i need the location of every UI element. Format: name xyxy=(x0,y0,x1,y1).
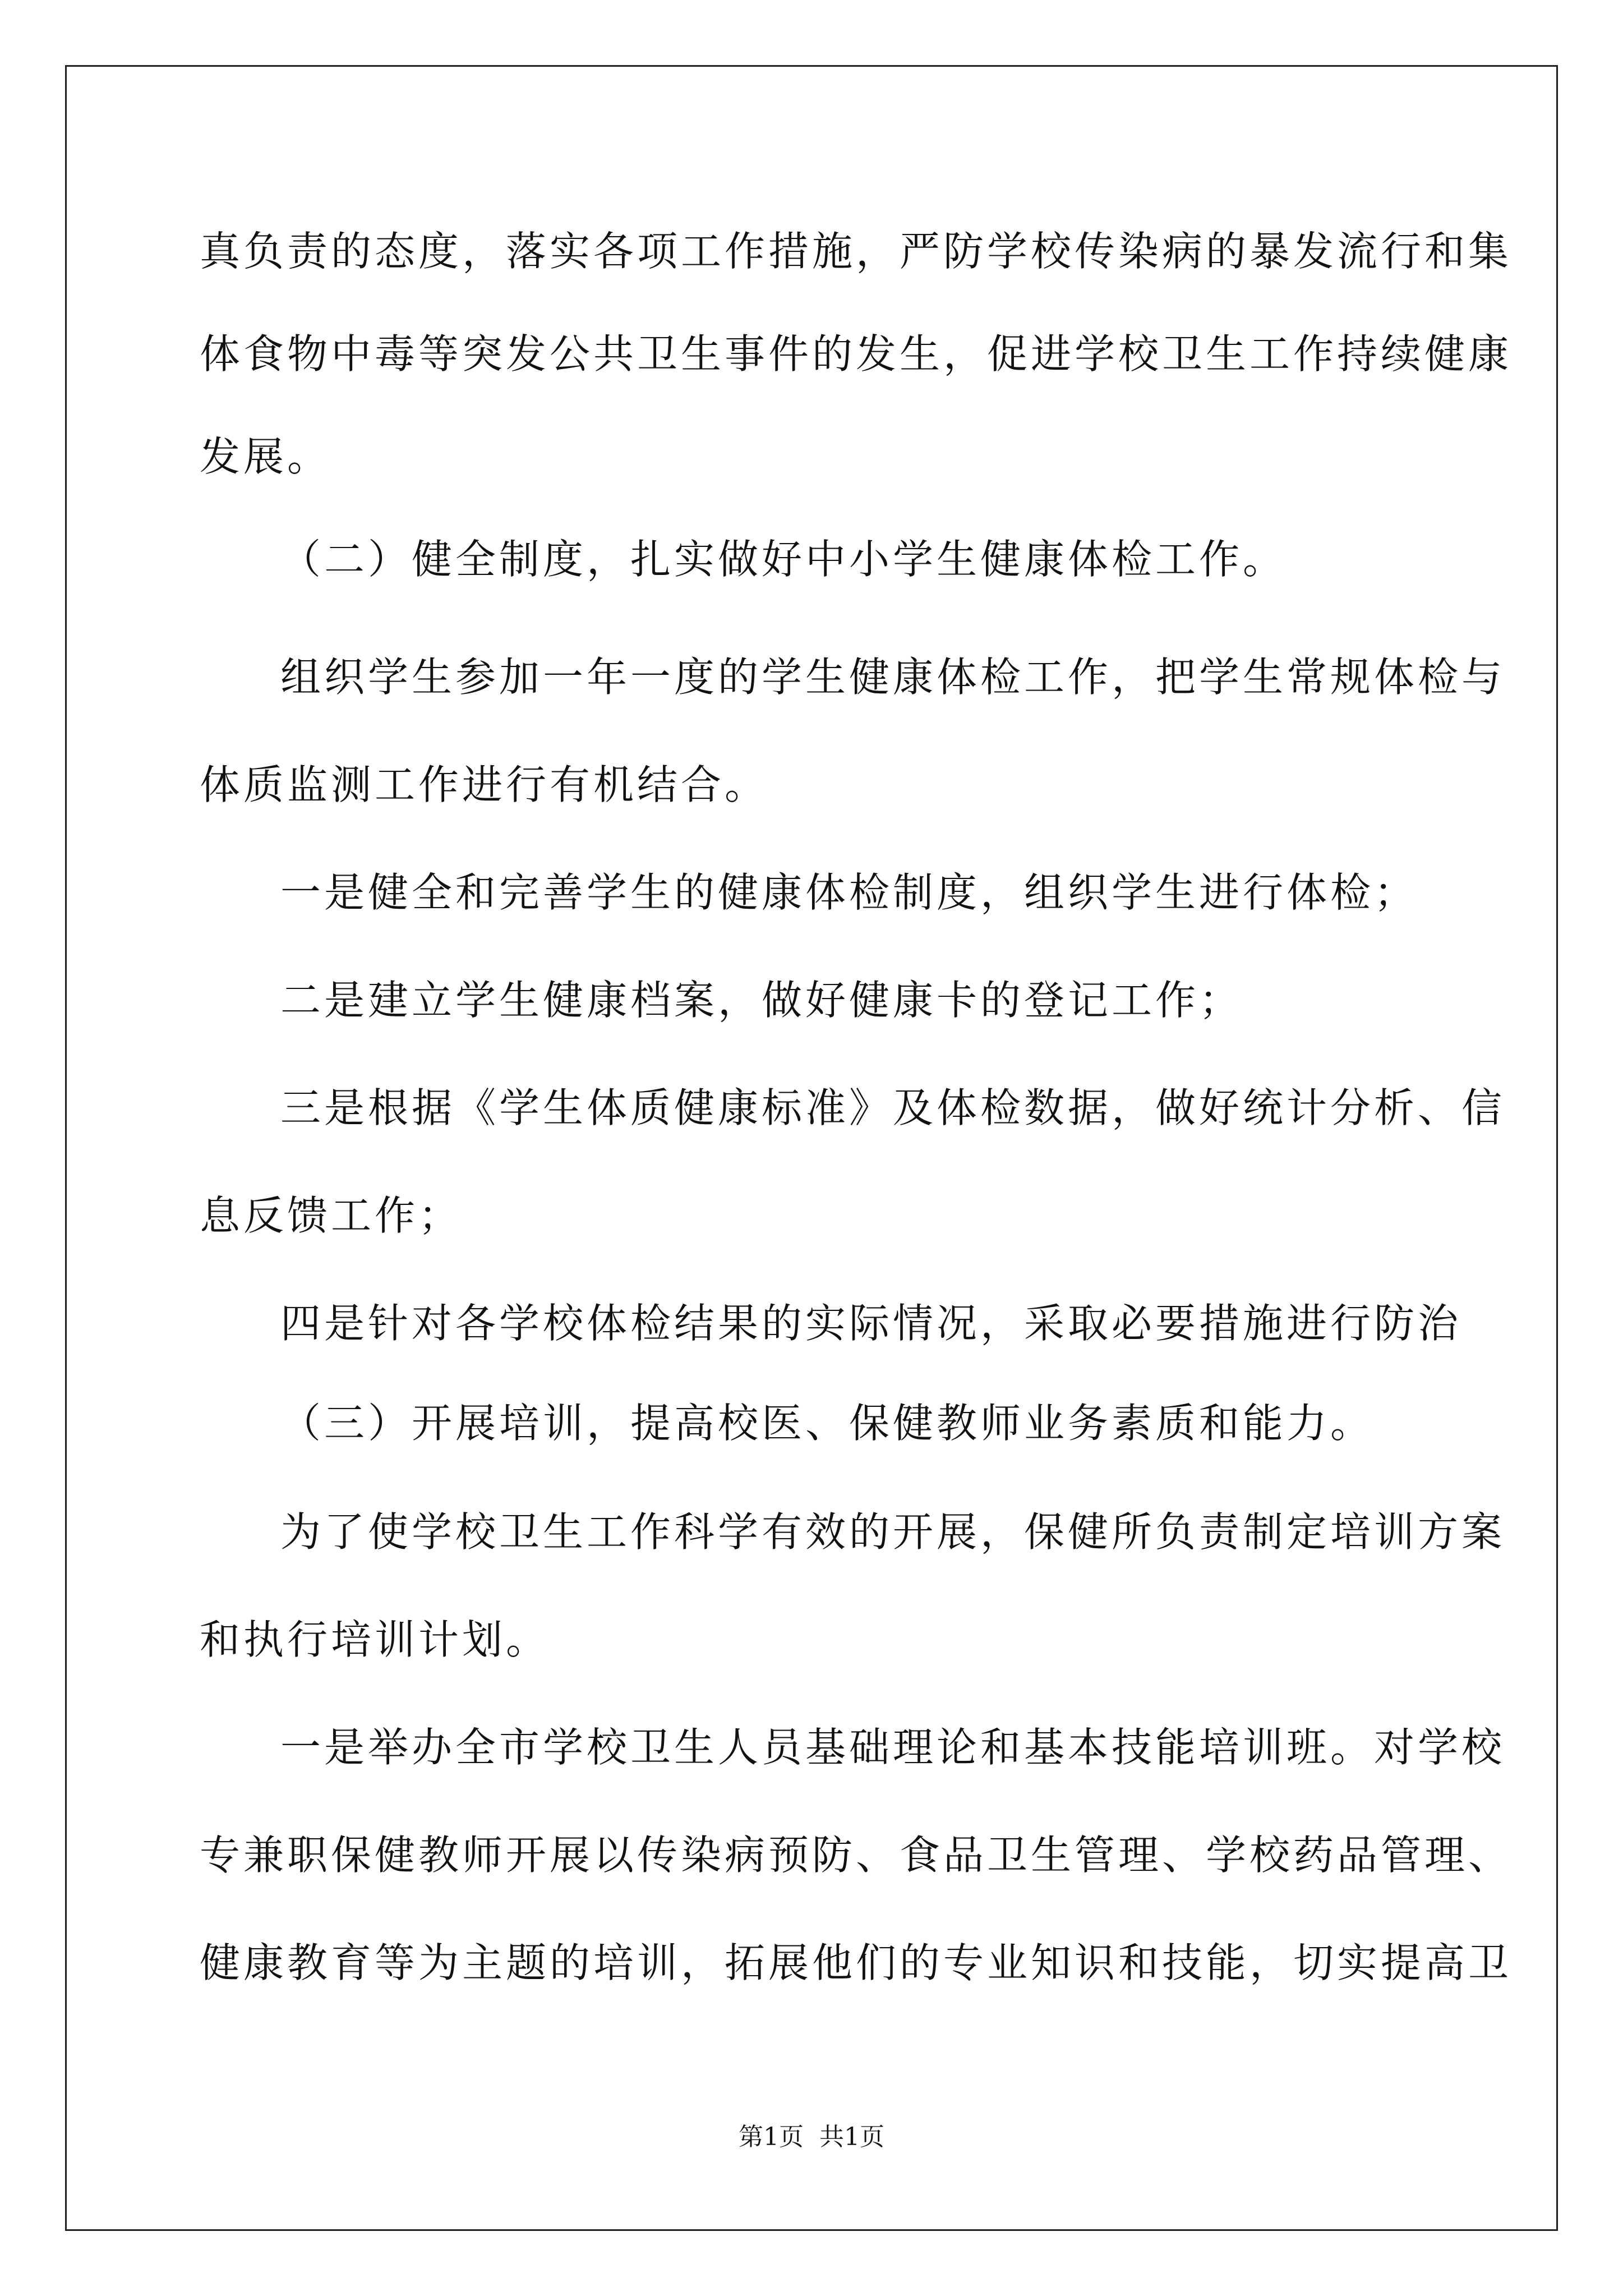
text-line: 息反馈工作； xyxy=(200,1192,463,1239)
page-border xyxy=(65,65,1558,2231)
text-line: 专兼职保健教师开展以传染病预防、食品卫生管理、学校药品管理、 xyxy=(200,1832,1513,1879)
page-total: 共1页 xyxy=(819,2123,884,2151)
list-item: 一是举办全市学校卫生人员基础理论和基本技能培训班。对学校 xyxy=(280,1724,1506,1771)
text-line: 组织学生参加一年一度的学生健康体检工作，把学生常规体检与 xyxy=(280,654,1506,701)
text-line: 健康教育等为主题的培训，拓展他们的专业知识和技能，切实提高卫 xyxy=(200,1939,1513,1986)
heading-section-3: （三）开展培训，提高校医、保健教师业务素质和能力。 xyxy=(280,1400,1375,1447)
page-footer xyxy=(0,2120,1623,2154)
text-line: 和执行培训计划。 xyxy=(200,1616,550,1663)
page-number: 第1页 xyxy=(739,2123,804,2151)
list-item: 二是建立学生健康档案，做好健康卡的登记工作； xyxy=(280,977,1243,1024)
list-item: 三是根据《学生体质健康标准》及体检数据，做好统计分析、信 xyxy=(280,1084,1506,1131)
text-line: 发展。 xyxy=(200,433,331,480)
list-item: 一是健全和完善学生的健康体检制度，组织学生进行体检； xyxy=(280,869,1418,916)
text-line: 为了使学校卫生工作科学有效的开展，保健所负责制定培训方案 xyxy=(280,1508,1506,1556)
text-line: 体食物中毒等突发公共卫生事件的发生，促进学校卫生工作持续健康 xyxy=(200,330,1513,378)
list-item: 四是针对各学校体检结果的实际情况，采取必要措施进行防治 xyxy=(280,1300,1462,1347)
text-line: 真负责的态度，落实各项工作措施，严防学校传染病的暴发流行和集 xyxy=(200,228,1513,275)
text-line: 体质监测工作进行有机结合。 xyxy=(200,761,769,808)
heading-section-2: （二）健全制度，扎实做好中小学生健康体检工作。 xyxy=(280,536,1287,583)
